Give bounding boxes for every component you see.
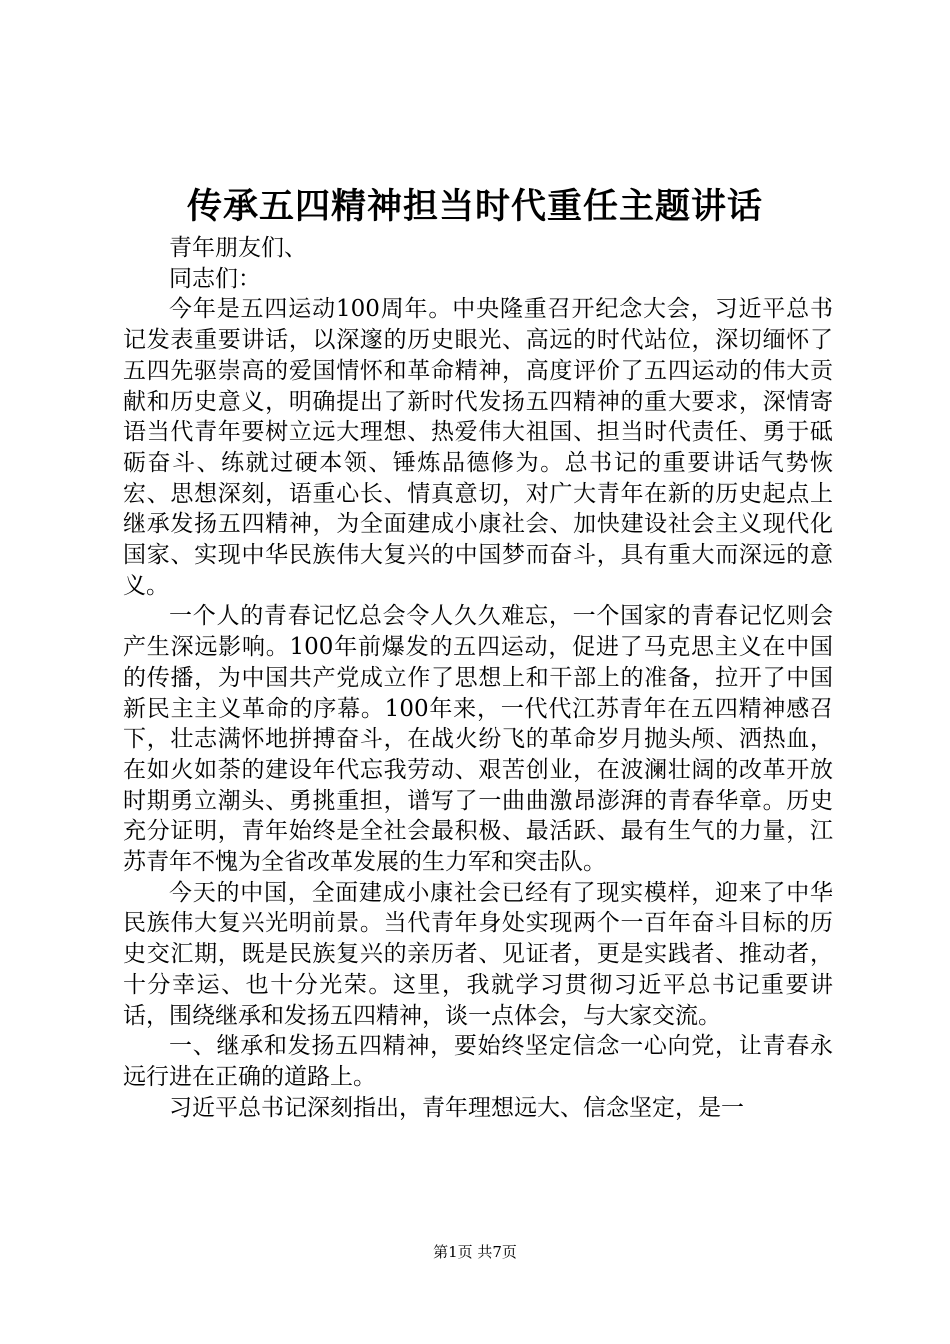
document-body [123,233,833,1123]
paragraph: 习近平总书记深刻指出，青年理想远大、信念坚定，是一 [169,1094,744,1121]
page-number-footer: 第1页 共7页 [433,1243,517,1261]
salutation-line: 青年朋友们、 [169,235,307,261]
document-title: 传承五四精神担当时代重任主题讲话 [186,186,763,227]
section-heading: 一、继承和发扬五四精神，要始终坚定信念一心向党，让青春永远行进在正确的道路上。 [123,1033,833,1090]
salutation-line: 同志们： [169,265,261,292]
paragraph: 今天的中国，全面建成小康社会已经有了现实模样，迎来了中华民族伟大复兴光明前景。当代青年身处实现两个一百年奋斗目标的历史交汇期，既是民族复兴的亲历者、见证者，更是实践者、推动者，十分幸运、也十分光荣。这里，我就学习贯彻习近平总书记重要讲话，围绕继承和发扬五四精神，谈一点体会，与大家交流。 [123,879,833,1029]
paragraph: 一个人的青春记忆总会令人久久难忘，一个国家的青春记忆则会产生深远影响。100年前爆发的五四运动，促进了马克思主义在中国的传播，为中国共产党成立作了思想上和干部上的准备，拉开了中国新民主主义革命的序幕。100年来，一代代江苏青年在五四精神感召下，壮志满怀地拼搏奋斗，在战火纷飞的革命岁月抛头颅、洒热血，在如火如荼的建设年代忘我劳动、艰苦创业，在波澜壮阔的改革开放时期勇立潮头、勇挑重担，谱写了一曲曲激昂澎湃的青春华章。历史充分证明，青年始终是全社会最积极、最活跃、最有生气的力量，江苏青年不愧为全省改革发展的生力军和突击队。 [123,603,833,876]
paragraph: 今年是五四运动100周年。中央隆重召开纪念大会，习近平总书记发表重要讲话，以深邃的历史眼光、高远的时代站位，深切缅怀了五四先驱崇高的爱国情怀和革命精神，高度评价了五四运动的伟大贡献和历史意义，明确提出了新时代发扬五四精神的重大要求，深情寄语当代青年要树立远大理想、热爱伟大祖国、担当时代责任、勇于砥砺奋斗、练就过硬本领、锤炼品德修为。总书记的重要讲话气势恢宏、思想深刻，语重心长、情真意切，对广大青年在新的历史起点上继承发扬五四精神，为全面建成小康社会、加快建设社会主义现代化国家、实现中华民族伟大复兴的中国梦而奋斗，具有重大而深远的意义。 [123,296,833,599]
